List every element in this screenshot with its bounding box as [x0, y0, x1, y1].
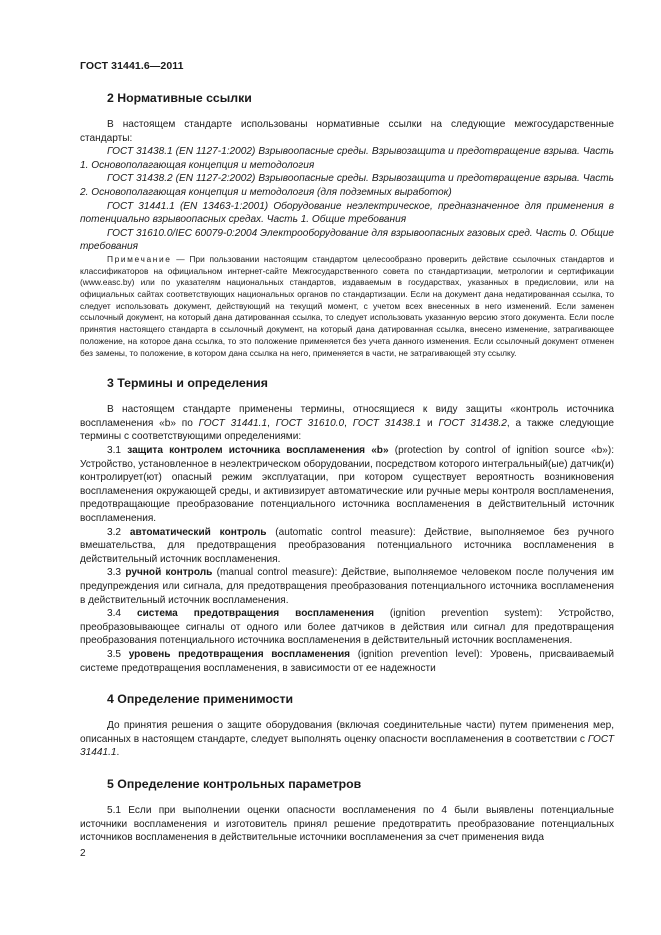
section-4-text: До принятия решения о защите оборудования (включая соединительные части) путем применения мер, описанных в настоящем стандарте, следует выполнять оценку опасности воспламенения в соответствии с ГОСТ 31441.1.: [80, 720, 614, 759]
note-text: — При пользовании настоящим стандартом целесообразно проверить действие ссылочных стандартов и классификаторов на официальном интернет-сайте Межгосударственного совета по стандартизации, метрологии и сертификации (www.easc.by) или по указателям национальных стандартов, издаваемым в государствах, указанных в предисловии, или на официальных сайтах соответствующих национальных органов по стандартизации. Если на документ дана недатированная ссылка, то следует использовать документ, действующий на текущий момент, с учетом всех внесенных в него изменений. Если заменен ссылочный документ, на который дана датированная ссылка, то следует использовать указанную версию этого документа. Если после принятия настоящего стандарта в ссылочный документ, на который дана датированная ссылка, внесено изменение, затрагивающее положение, на которое дана ссылка, то это положение применяется без учета данного изменения. Если ссылочный документ отменен без замены, то положение, в котором дана ссылка на него, применяется в части, не затрагивающей эту ссылку.: [80, 253, 614, 358]
term-3-4: 3.4 система предотвращения воспламенения (ignition prevention system): Устройство, преобразовывающее сигналы от одного или более датчиков в действия или сигнал для предотвращения преобразования потенциального источника воспламенения в действительный источник воспламенения.: [80, 608, 614, 647]
term-3-5: 3.5 уровень предотвращения воспламенения (ignition prevention level): Уровень, присваиваемый системе предотвращения воспламенения, в зависимости от ее надежности: [80, 648, 614, 674]
ref-item: ГОСТ 31438.1 (EN 1127-1:2002) Взрывоопасные среды. Взрывозащита и предотвращение взрыва. Часть 1. Основополагающая концепция и методология: [80, 146, 614, 171]
term-3-1: 3.1 защита контролем источника воспламенения «b» (protection by control of ignition source «b»): Устройство, установленное в неэлектрическом оборудовании, посредством которого интегральный(ые) датчик(и) контролирует(ют) опасный режим эксплуатации, при котором существует вероятность возникновения воспламенения окружающей среды, и активизирует автоматические или ручные меры контроля воспламенения, предотвращающие преобразование потенциального источника воспламенения в действительный источник воспламенения.: [80, 445, 615, 525]
section-2-intro: В настоящем стандарте использованы нормативные ссылки на следующие межгосударственные стандарты:: [80, 119, 614, 144]
page-number: 2: [80, 848, 86, 859]
ref-item: ГОСТ 31438.2 (EN 1127-2:2002) Взрывоопасные среды. Взрывозащита и предотвращение взрыва. Часть 2. Основополагающая концепция и методология (для подземных выработок): [80, 173, 614, 198]
section-2-note: [80, 254, 614, 359]
section-2-title: 2 Нормативные ссылки: [107, 91, 252, 105]
section-4-title: 4 Определение применимости: [107, 692, 294, 707]
ref-item: ГОСТ 31610.0/IEC 60079-0:2004 Электрооборудование для взрывоопасных газовых сред. Часть 0. Общие требования: [80, 227, 614, 253]
note-label: Примечание: [107, 253, 172, 264]
section-5-text: 5.1 Если при выполнении оценки опасности воспламенения по 4 были выявлены потенциальные источники воспламенения и изготовитель принял решение предотвратить преобразование потенциальных источников воспламенения в действительные источники воспламенения за счет применения вида: [80, 804, 614, 844]
section-3-intro: В настоящем стандарте применены термины, относящиеся к виду защиты «контроль источника воспламенения «b» по ГОСТ 31441.1, ГОСТ 31610.0, ГОСТ 31438.1 и ГОСТ 31438.2, а также следующие термины с соответствующими определениями:: [80, 404, 615, 443]
section-5-title: 5 Определение контрольных параметров: [107, 776, 362, 791]
ref-item: ГОСТ 31441.1 (EN 13463-1:2001) Оборудование неэлектрическое, предназначенное для применения в потенциально взрывоопасных средах. Часть 1. Общие требования: [80, 200, 614, 226]
page-header: ГОСТ 31441.6—2011: [80, 60, 184, 72]
term-3-3: 3.3 ручной контроль (manual control measure): Действие, выполняемое человеком после получения им предупреждения или сигнала, для предотвращения преобразования потенциального источника воспламенения в действительный источник воспламенения.: [80, 567, 614, 606]
page-content: [80, 91, 614, 845]
section-3-title: 3 Термины и определения: [107, 376, 268, 391]
term-3-2: 3.2 автоматический контроль (automatic control measure): Действие, выполняемое без ручного вмешательства, для предотвращения преобразования потенциального источника воспламенения в действительный источник воспламенения.: [80, 526, 614, 565]
